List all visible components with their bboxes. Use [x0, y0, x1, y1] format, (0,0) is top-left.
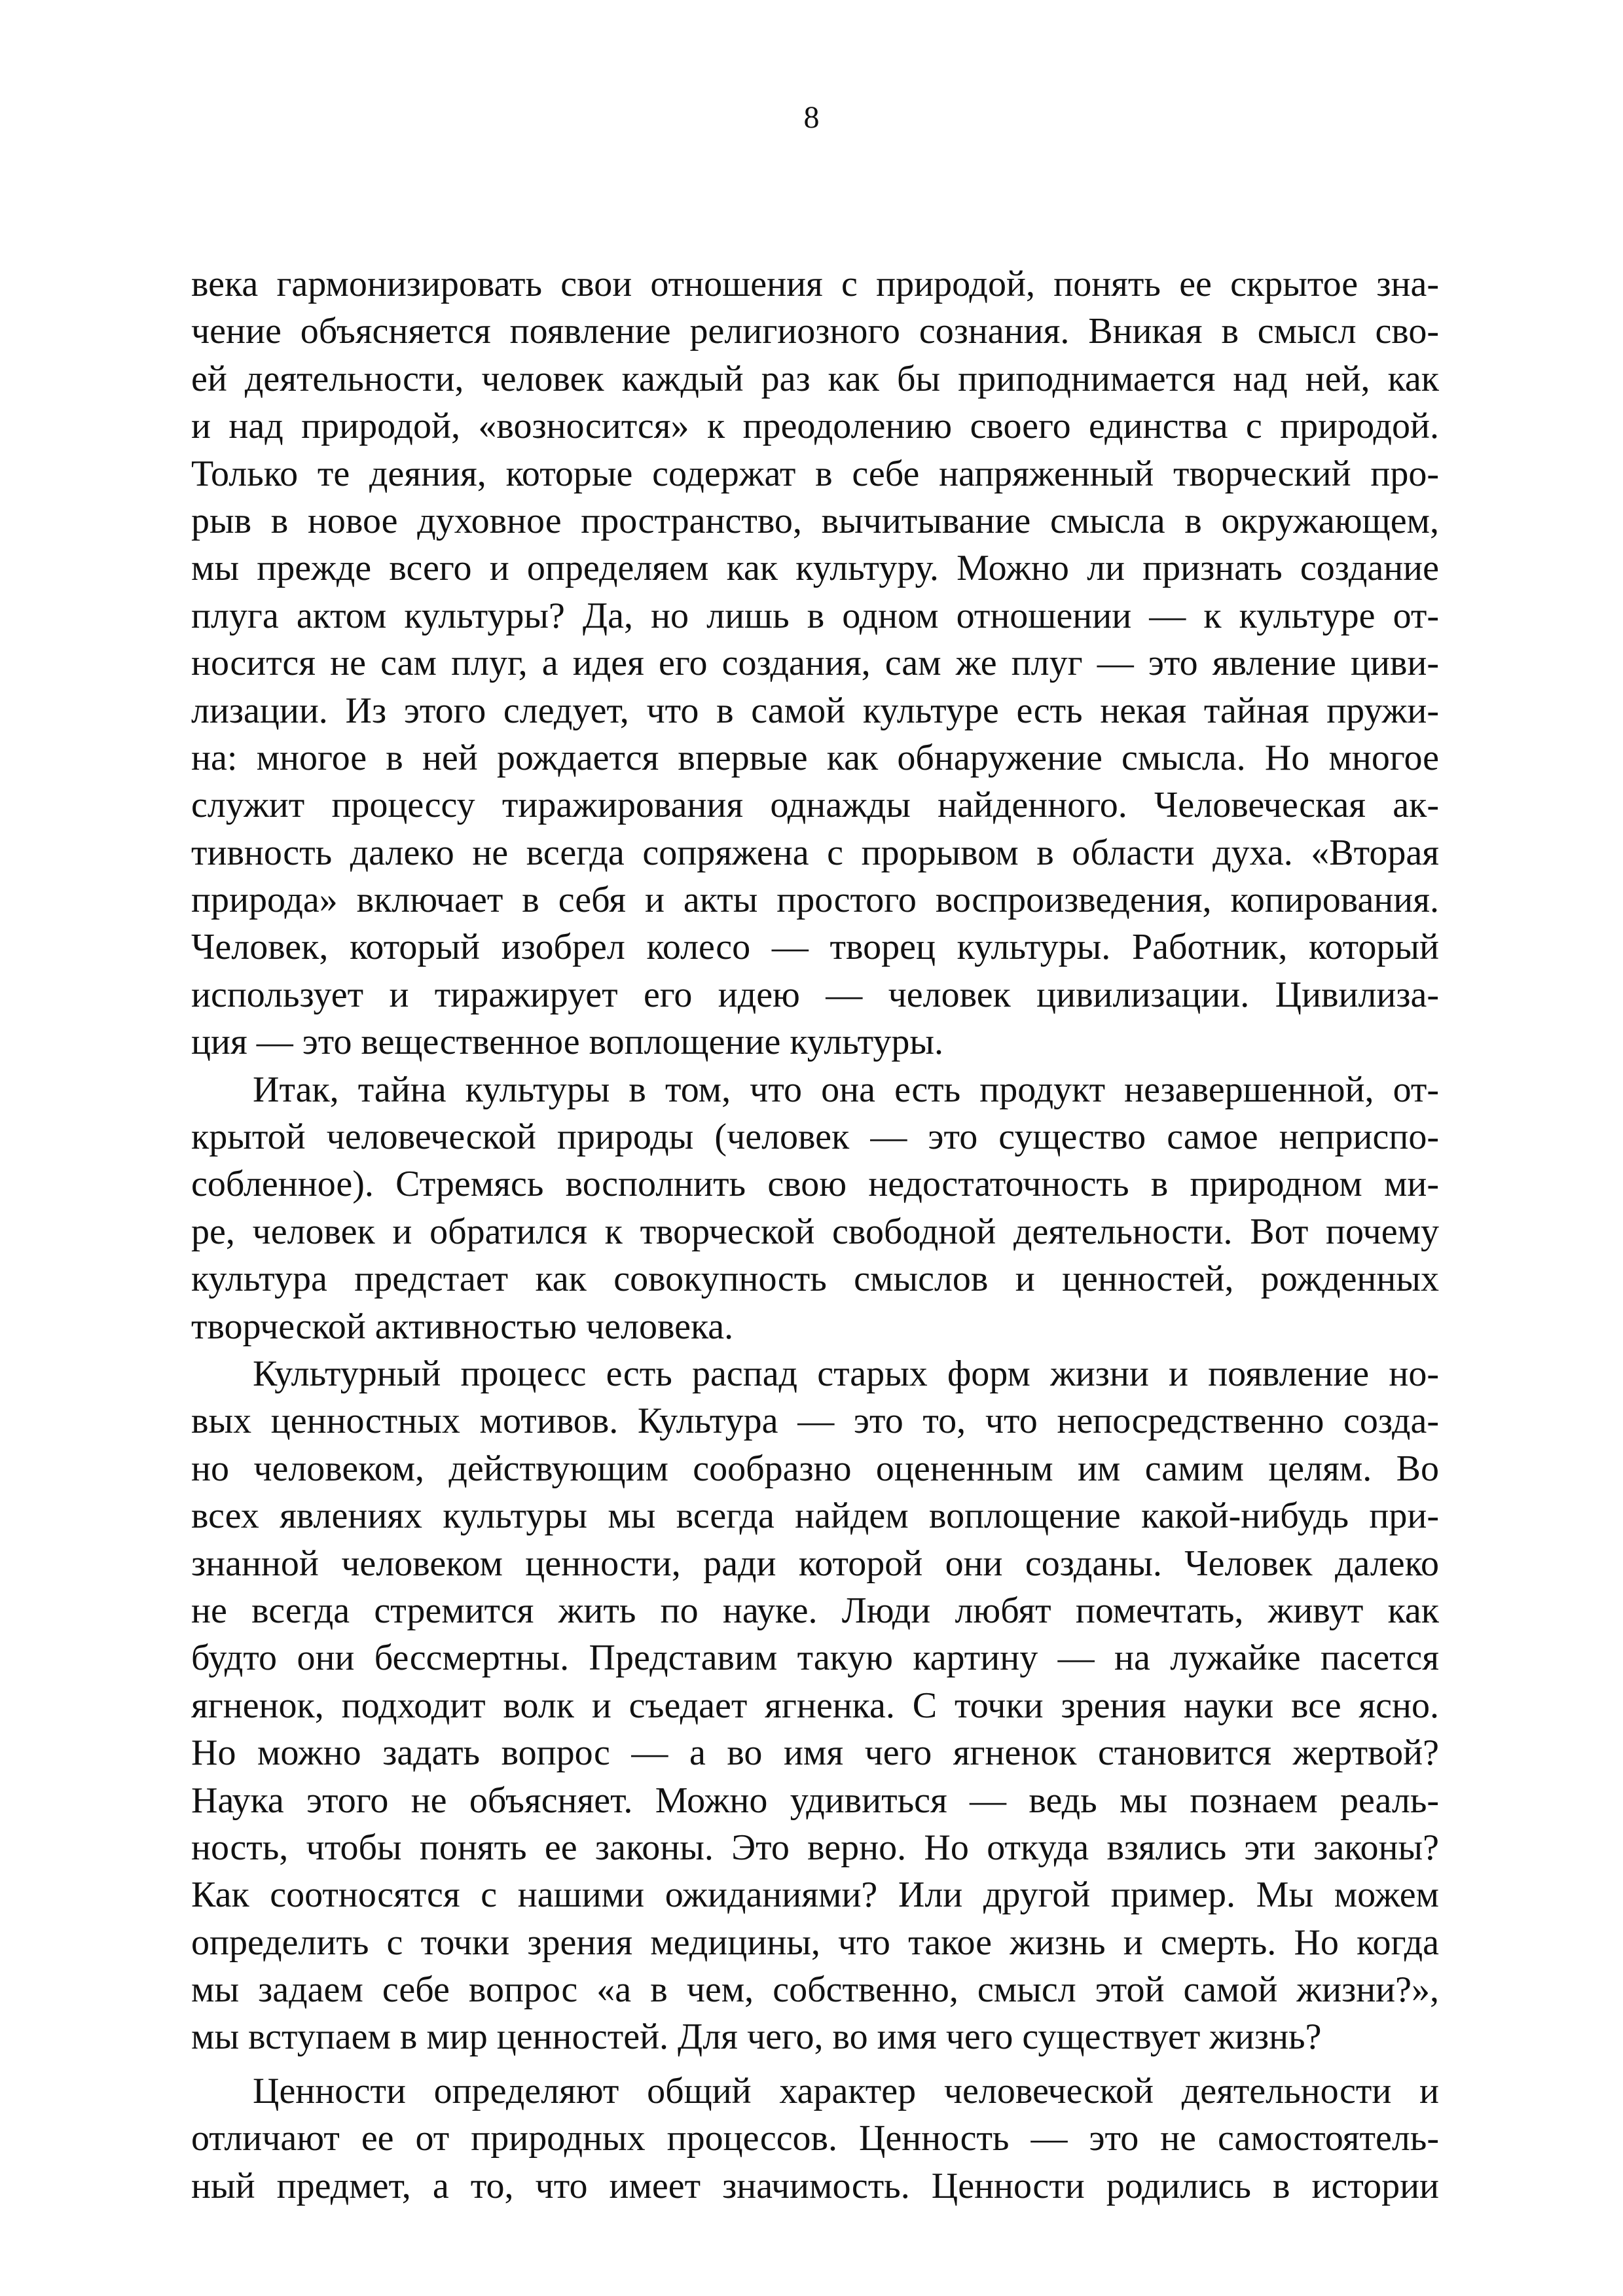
text-line: знанной человеком ценности, ради которой они созданы. Человек далеко: [191, 1543, 1439, 1584]
text-line: использует и тиражирует его идею — человек цивилизации. Цивилиза-: [191, 974, 1439, 1015]
text-line: всех явлениях культуры мы всегда найдем воплощение какой-нибудь при-: [191, 1496, 1439, 1537]
page-number: 8: [803, 100, 820, 135]
paragraph-3: [191, 1350, 1439, 2061]
text-line: чение объясняется появление религиозного сознания. Вникая в смысл сво-: [191, 311, 1439, 352]
text-line: Как соотносятся с нашими ожиданиями? Или другой пример. Мы можем: [191, 1874, 1439, 1916]
text-line: служит процессу тиражирования однажды найденного. Человеческая ак-: [191, 785, 1439, 826]
text-line: ный предмет, а то, что имеет значимость. Ценности родились в истории: [191, 2165, 1439, 2206]
body-text: [191, 260, 1439, 2210]
text-line: лизации. Из этого следует, что в самой культуре есть некая тайная пружи-: [191, 690, 1439, 731]
text-line: мы задаем себе вопрос «а в чем, собственно, смысл этой самой жизни?»,: [191, 1969, 1439, 2011]
text-line: но человеком, действующим сообразно оцененным им самим целям. Во: [191, 1448, 1439, 1489]
text-line: носится не сам плуг, а идея его создания, сам же плуг — это явление циви-: [191, 643, 1439, 684]
text-line: мы прежде всего и определяем как культуру. Можно ли признать создание: [191, 548, 1439, 589]
text-line: века гармонизировать свои отношения с природой, понять ее скрытое зна-: [191, 264, 1439, 304]
text-line: культура предстает как совокупность смыслов и ценностей, рожденных: [191, 1259, 1439, 1300]
text-line: отличают ее от природных процессов. Ценность — это не самостоятель-: [191, 2118, 1439, 2159]
text-line: вых ценностных мотивов. Культура — это то, что непосредственно созда-: [191, 1401, 1439, 1442]
text-line: рыв в новое духовное пространство, вычитывание смысла в окружающем,: [191, 500, 1439, 541]
text-line: ре, человек и обратился к творческой свободной деятельности. Вот почему: [191, 1211, 1439, 1252]
paragraph-gap: [191, 2061, 1439, 2068]
text-line: мы вступаем в мир ценностей. Для чего, во имя чего существует жизнь?: [191, 2017, 1322, 2058]
paragraph-1: [191, 260, 1439, 1066]
text-line: Но можно задать вопрос — а во имя чего ягненок становится жертвой?: [191, 1732, 1439, 1774]
text-line: плуга актом культуры? Да, но лишь в одном отношении — к культуре от-: [191, 595, 1439, 636]
text-line: на: многое в ней рождается впервые как обнаружение смысла. Но многое: [191, 737, 1439, 778]
text-line: Итак, тайна культуры в том, что она есть продукт незавершенной, от-: [253, 1069, 1439, 1110]
text-line: ность, чтобы понять ее законы. Это верно. Но откуда взялись эти законы?: [191, 1827, 1439, 1868]
text-line: собленное). Стремясь восполнить свою недостаточность в природном ми-: [191, 1164, 1439, 1205]
text-line: ягненок, подходит волк и съедает ягненка. С точки зрения науки все ясно.: [191, 1685, 1439, 1726]
paragraph-4: [191, 2068, 1439, 2210]
text-line: ей деятельности, человек каждый раз как бы приподнимается над ней, как: [191, 358, 1439, 399]
text-line: Только те деяния, которые содержат в себе напряженный творческий про-: [191, 453, 1439, 494]
text-line: природа» включает в себя и акты простого воспроизведения, копирования.: [191, 880, 1439, 921]
text-line: будто они бессмертны. Представим такую картину — на лужайке пасется: [191, 1638, 1439, 1679]
text-line: и над природой, «возносится» к преодолению своего единства с природой.: [191, 406, 1439, 447]
text-line: Наука этого не объясняет. Можно удивиться — ведь мы познаем реаль-: [191, 1780, 1439, 1821]
text-line: тивность далеко не всегда сопряжена с прорывом в области духа. «Вторая: [191, 832, 1439, 873]
text-line: ция — это вещественное воплощение культуры.: [191, 1022, 943, 1063]
paragraph-2: [191, 1066, 1439, 1350]
text-line: Ценности определяют общий характер человеческой деятельности и: [253, 2070, 1439, 2111]
text-line: определить с точки зрения медицины, что такое жизнь и смерть. Но когда: [191, 1922, 1439, 1963]
text-line: крытой человеческой природы (человек — это существо самое неприспо-: [191, 1117, 1439, 1158]
text-line: творческой активностью человека.: [191, 1306, 734, 1347]
text-line: не всегда стремится жить по науке. Люди любят помечтать, живут как: [191, 1590, 1439, 1631]
text-line: Культурный процесс есть распад старых форм жизни и появление но-: [253, 1353, 1439, 1394]
text-line: Человек, который изобрел колесо — творец культуры. Работник, который: [191, 927, 1439, 968]
